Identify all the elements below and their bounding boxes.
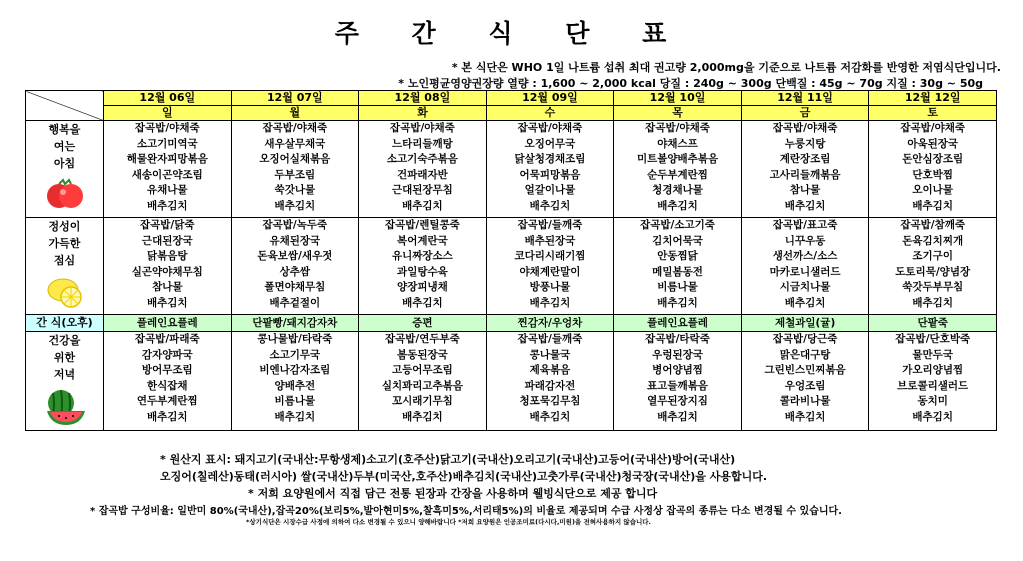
dinner-label-line: 저녁 xyxy=(53,368,76,381)
grain-ratio-note: * 잡곡밥 구성비율: 일반미 80%(국내산),잡곡20%(보리5%,발아현미5%,찰흑미5%,서리태5%)의 비율로 제공되며 수급 사정상 잡곡의 종류는 다소 변경될 수 있습니다. xyxy=(90,506,842,517)
menu-item: 잡곡밥/들깨죽 xyxy=(517,333,583,345)
menu-item: 잡곡밥/녹두죽 xyxy=(262,219,328,231)
menu-item: 병어양념찜 xyxy=(652,364,703,376)
breakfast-label-line: 행복을 xyxy=(48,123,81,136)
menu-item: 잡곡밥/단호박죽 xyxy=(895,333,971,345)
menu-item: 잡곡밥/타락죽 xyxy=(645,333,710,345)
menu-item: 잡곡밥/야채죽 xyxy=(262,122,328,134)
breakfast-day-cell xyxy=(359,121,487,218)
menu-item: 우엉조림 xyxy=(784,379,826,392)
menu-item: 잡곡밥/야채죽 xyxy=(645,122,710,134)
menu-item: 배추김치 xyxy=(784,296,826,309)
breakfast-day-cell xyxy=(104,121,232,218)
lunch-day-cell xyxy=(359,218,487,315)
snack-item: 찐감자/우엉차 xyxy=(486,315,614,332)
menu-item: 배추김치 xyxy=(784,199,826,212)
menu-item: 닭볶음탕 xyxy=(146,250,188,262)
menu-item: 시금치나물 xyxy=(779,281,831,293)
menu-item: 배추김치 xyxy=(912,410,953,423)
lunch-label-cell xyxy=(26,218,104,315)
menu-item: 돈안심장조림 xyxy=(902,153,964,165)
breakfast-day-cell xyxy=(231,121,359,218)
menu-item: 열무된장지짐 xyxy=(647,395,708,407)
menu-item: 소고기무국 xyxy=(269,348,321,361)
menu-item: 단호박찜 xyxy=(912,168,953,181)
menu-item: 느타리들깨탕 xyxy=(391,137,453,150)
snack-row xyxy=(26,315,997,332)
day-header: 일 xyxy=(104,106,232,121)
menu-item: 한식잡채 xyxy=(146,379,188,392)
menu-item: 브로콜리샐러드 xyxy=(897,379,969,392)
menu-item: 방풍나물 xyxy=(529,281,571,293)
dinner-day-cell xyxy=(231,332,359,431)
menu-item: 도토리묵/양념장 xyxy=(895,265,971,278)
menu-item: 방어무조림 xyxy=(141,364,193,376)
menu-item: 배추김치 xyxy=(657,296,698,309)
menu-item: 코다리시래기찜 xyxy=(514,250,586,262)
date-header: 12월 08일 xyxy=(359,91,487,106)
menu-item: 비름나물 xyxy=(657,281,698,293)
date-header: 12월 09일 xyxy=(486,91,614,106)
menu-item: 비름나물 xyxy=(274,395,316,407)
tomato-icon xyxy=(26,176,103,217)
lunch-day-cell xyxy=(741,218,869,315)
date-header: 12월 10일 xyxy=(614,91,742,106)
corner-cell xyxy=(26,91,104,121)
menu-item: 배추김치 xyxy=(274,410,316,423)
snack-item: 단팥죽 xyxy=(869,315,997,332)
menu-item: 얼갈이나물 xyxy=(524,184,576,196)
menu-item: 비엔나감자조림 xyxy=(259,364,331,376)
sodium-note: * 본 식단은 WHO 1일 나트륨 섭취 최대 권고량 2,000mg을 기준으로 나트륨 저감화를 반영한 저염식단입니다. xyxy=(451,61,1001,74)
menu-item: 배추김치 xyxy=(529,199,571,212)
day-header: 수 xyxy=(486,106,614,121)
menu-item: 쑥갓두부무침 xyxy=(902,281,964,293)
menu-item: 참나물 xyxy=(789,184,821,196)
menu-item: 메밀봄동전 xyxy=(652,265,703,278)
menu-item: 어묵피망볶음 xyxy=(519,168,581,181)
menu-item: 참나물 xyxy=(152,281,183,293)
weekly-menu-table xyxy=(25,90,997,431)
menu-item: 잡곡밥/야채죽 xyxy=(390,122,455,134)
origin-note-2: 오징어(칠레산)동태(러시아) 쌀(국내산)두부(미국산,호주산)배추김치(국내산)고춧가루(국내산)청국장(국내산)을 사용합니다. xyxy=(160,470,768,483)
dinner-day-cell xyxy=(741,332,869,431)
menu-item: 해물완자피망볶음 xyxy=(126,153,208,165)
menu-item: 안동찜닭 xyxy=(657,250,698,262)
menu-item: 배추김치 xyxy=(146,296,188,309)
breakfast-row xyxy=(26,121,997,218)
menu-item: 배추된장국 xyxy=(524,234,576,247)
menu-item: 계란장조림 xyxy=(779,153,831,165)
menu-item: 과일탕수육 xyxy=(397,265,448,278)
menu-item: 오이나물 xyxy=(912,184,953,196)
menu-item: 잡곡밥/야채죽 xyxy=(900,122,966,134)
menu-item: 김치어묵국 xyxy=(652,234,703,247)
menu-item: 고사리들깨볶음 xyxy=(769,168,841,181)
watermelon-icon xyxy=(26,387,103,430)
snack-item: 제철과일(귤) xyxy=(741,315,869,332)
menu-item: 상추쌈 xyxy=(279,265,311,278)
menu-item: 소고기미역국 xyxy=(136,137,198,150)
lunch-label-line: 정성이 xyxy=(48,220,81,233)
date-header: 12월 11일 xyxy=(741,91,869,106)
day-header: 화 xyxy=(359,106,487,121)
menu-item: 동치미 xyxy=(917,395,948,407)
menu-item: 배추김치 xyxy=(274,199,316,212)
day-row xyxy=(26,106,997,121)
menu-item: 배추김치 xyxy=(529,296,571,309)
breakfast-day-cell xyxy=(869,121,997,218)
menu-item: 닭살청경채조림 xyxy=(514,153,586,165)
menu-item: 잡곡밥/파래죽 xyxy=(134,333,200,345)
menu-item: 누룽지탕 xyxy=(784,137,826,150)
date-header: 12월 07일 xyxy=(231,91,359,106)
lunch-day-cell xyxy=(231,218,359,315)
menu-item: 콩나물국 xyxy=(529,348,571,361)
menu-item: 맑은대구탕 xyxy=(779,348,831,361)
menu-item: 근대된장국 xyxy=(141,234,193,247)
menu-item: 배추김치 xyxy=(146,410,188,423)
menu-item: 잡곡밥/참깨죽 xyxy=(900,219,966,231)
dinner-label-line: 건강을 xyxy=(48,334,81,347)
breakfast-label-line: 아침 xyxy=(53,157,76,170)
menu-item: 미트볼양배추볶음 xyxy=(636,153,719,165)
date-row xyxy=(26,91,997,106)
menu-item: 야채계란말이 xyxy=(519,265,581,278)
menu-item: 실치꽈리고추볶음 xyxy=(381,379,463,392)
breakfast-day-cell xyxy=(741,121,869,218)
menu-item: 배추김치 xyxy=(402,410,443,423)
lunch-day-cell xyxy=(614,218,742,315)
sauce-note: * 저희 요양원에서 직접 담근 전통 된장과 간장을 사용하며 웰빙식단으로 제공 합니다 xyxy=(248,487,658,500)
menu-item: 연두부계란찜 xyxy=(136,395,198,407)
menu-item: 배추김치 xyxy=(529,410,571,423)
menu-item: 물만두국 xyxy=(912,348,953,361)
menu-item: 두부조림 xyxy=(274,168,316,181)
lunch-label-line: 점심 xyxy=(53,254,76,267)
menu-item: 쑥갓나물 xyxy=(274,184,316,196)
breakfast-label-cell xyxy=(26,121,104,218)
menu-item: 야채스프 xyxy=(657,137,698,150)
menu-item: 유채나물 xyxy=(146,184,188,196)
menu-item: 배추김치 xyxy=(912,296,953,309)
menu-item: 잡곡밥/연두부죽 xyxy=(384,333,460,345)
dinner-day-cell xyxy=(869,332,997,431)
menu-item: 아욱된장국 xyxy=(907,137,959,150)
menu-item: 배추겉절이 xyxy=(269,296,321,309)
menu-item: 소고기숙주볶음 xyxy=(386,153,458,165)
menu-item: 실곤약야채무침 xyxy=(131,265,203,278)
menu-item: 잡곡밥/소고기죽 xyxy=(640,219,715,231)
breakfast-label-line: 여는 xyxy=(53,140,76,153)
menu-item: 우렁된장국 xyxy=(652,348,703,361)
lunch-day-cell xyxy=(869,218,997,315)
menu-item: 배추김치 xyxy=(402,199,443,212)
day-header: 금 xyxy=(741,106,869,121)
snack-item: 단팥빵/돼지감자차 xyxy=(231,315,359,332)
snack-item: 플레인요플레 xyxy=(614,315,742,332)
menu-item: 양배추전 xyxy=(274,379,316,392)
dinner-label-line: 위한 xyxy=(53,351,76,364)
snack-item: 증편 xyxy=(359,315,487,332)
menu-item: 오징어무국 xyxy=(524,137,576,150)
lunch-label-line: 가득한 xyxy=(48,237,81,250)
menu-item: 배추김치 xyxy=(402,296,443,309)
origin-note-1: * 원산지 표시: 돼지고기(국내산:무항생제)소고기(호주산)닭고기(국내산)오리고기(국내산)고등어(국내산)방어(국내산) xyxy=(160,453,736,466)
menu-item: 잡곡밥/닭죽 xyxy=(140,219,195,231)
lunch-day-cell xyxy=(104,218,232,315)
menu-item: 마카로니샐러드 xyxy=(769,265,841,278)
dinner-day-cell xyxy=(359,332,487,431)
menu-item: 잡곡밥/야채죽 xyxy=(517,122,583,134)
lunch-row xyxy=(26,218,997,315)
menu-item: 폴면야채무침 xyxy=(264,281,326,293)
menu-item: 배추김치 xyxy=(146,199,188,212)
dinner-day-cell xyxy=(104,332,232,431)
menu-item: 유니짜장소스 xyxy=(391,250,453,262)
menu-item: 잡곡밥/렌틸콩죽 xyxy=(384,219,460,231)
disclaimer-note: *상기식단은 시장수급 사정에 의하여 다소 변경될 수 있으니 양해바랍니다 *저희 요양원은 인공조미료(다시다,미원)을 전혀사용하지 않습니다. xyxy=(246,518,651,526)
day-header: 토 xyxy=(869,106,997,121)
snack-item: 플레인요플레 xyxy=(104,315,232,332)
menu-item: 청포묵김무침 xyxy=(519,395,581,407)
dinner-row xyxy=(26,332,997,431)
menu-item: 새송이곤약조림 xyxy=(131,168,203,181)
menu-item: 순두부계란찜 xyxy=(647,168,708,181)
menu-item: 건파래자반 xyxy=(397,168,448,181)
menu-item: 봄동된장국 xyxy=(397,348,448,361)
menu-item: 새우살무채국 xyxy=(264,137,326,150)
menu-item: 돈육김치찌개 xyxy=(902,234,964,247)
menu-item: 복어계란국 xyxy=(397,234,448,247)
menu-item: 가오리양념찜 xyxy=(902,364,964,376)
menu-item: 돈육보쌈/새우젓 xyxy=(257,250,333,262)
menu-item: 생선까스/소스 xyxy=(772,250,838,262)
menu-item: 조기구이 xyxy=(912,250,953,262)
breakfast-day-cell xyxy=(614,121,742,218)
menu-item: 배추김치 xyxy=(657,410,698,423)
menu-item: 그린빈스민찌볶음 xyxy=(764,364,846,376)
menu-item: 잡곡밥/들깨죽 xyxy=(517,219,583,231)
menu-item: 표고들깨볶음 xyxy=(647,379,708,392)
breakfast-day-cell xyxy=(486,121,614,218)
menu-item: 잡곡밥/야채죽 xyxy=(134,122,200,134)
menu-item: 배추김치 xyxy=(912,199,953,212)
menu-item: 감자양파국 xyxy=(141,348,193,361)
nutrition-note: * 노인평균영양권장량 열량 : 1,600 ~ 2,000 kcal 당질 : 240g ~ 300g 단백질 : 45g ~ 70g 지질 : 30g ~ 50g xyxy=(398,77,983,90)
menu-item: 근대된장무침 xyxy=(391,184,453,196)
snack-label-cell: 간 식(오후) xyxy=(26,315,104,332)
menu-item: 고등어무조림 xyxy=(391,364,453,376)
menu-item: 콩나물밥/타락죽 xyxy=(257,333,333,345)
menu-item: 잡곡밥/야채죽 xyxy=(772,122,838,134)
page-title: 주 간 식 단 표 xyxy=(334,19,689,48)
menu-item: 꼬시래기무침 xyxy=(391,395,453,407)
menu-item: 청경채나물 xyxy=(652,184,703,196)
menu-item: 콜라비나물 xyxy=(779,395,831,407)
lunch-day-cell xyxy=(486,218,614,315)
menu-item: 양장피냉채 xyxy=(397,281,448,293)
menu-item: 니꾸우동 xyxy=(784,234,826,247)
dinner-label-cell xyxy=(26,332,104,431)
menu-item: 오징어실채볶음 xyxy=(259,153,331,165)
menu-item: 유채된장국 xyxy=(269,234,321,247)
menu-item: 잡곡밥/당근죽 xyxy=(772,333,838,345)
date-header: 12월 12일 xyxy=(869,91,997,106)
lemon-icon xyxy=(26,273,103,314)
menu-item: 배추김치 xyxy=(657,199,698,212)
menu-item: 배추김치 xyxy=(784,410,826,423)
dinner-day-cell xyxy=(614,332,742,431)
date-header: 12월 06일 xyxy=(104,91,232,106)
menu-item: 제육볶음 xyxy=(529,364,571,376)
dinner-day-cell xyxy=(486,332,614,431)
day-header: 목 xyxy=(614,106,742,121)
menu-item: 파래감자전 xyxy=(524,379,576,392)
day-header: 월 xyxy=(231,106,359,121)
menu-item: 잡곡밥/표고죽 xyxy=(772,219,838,231)
